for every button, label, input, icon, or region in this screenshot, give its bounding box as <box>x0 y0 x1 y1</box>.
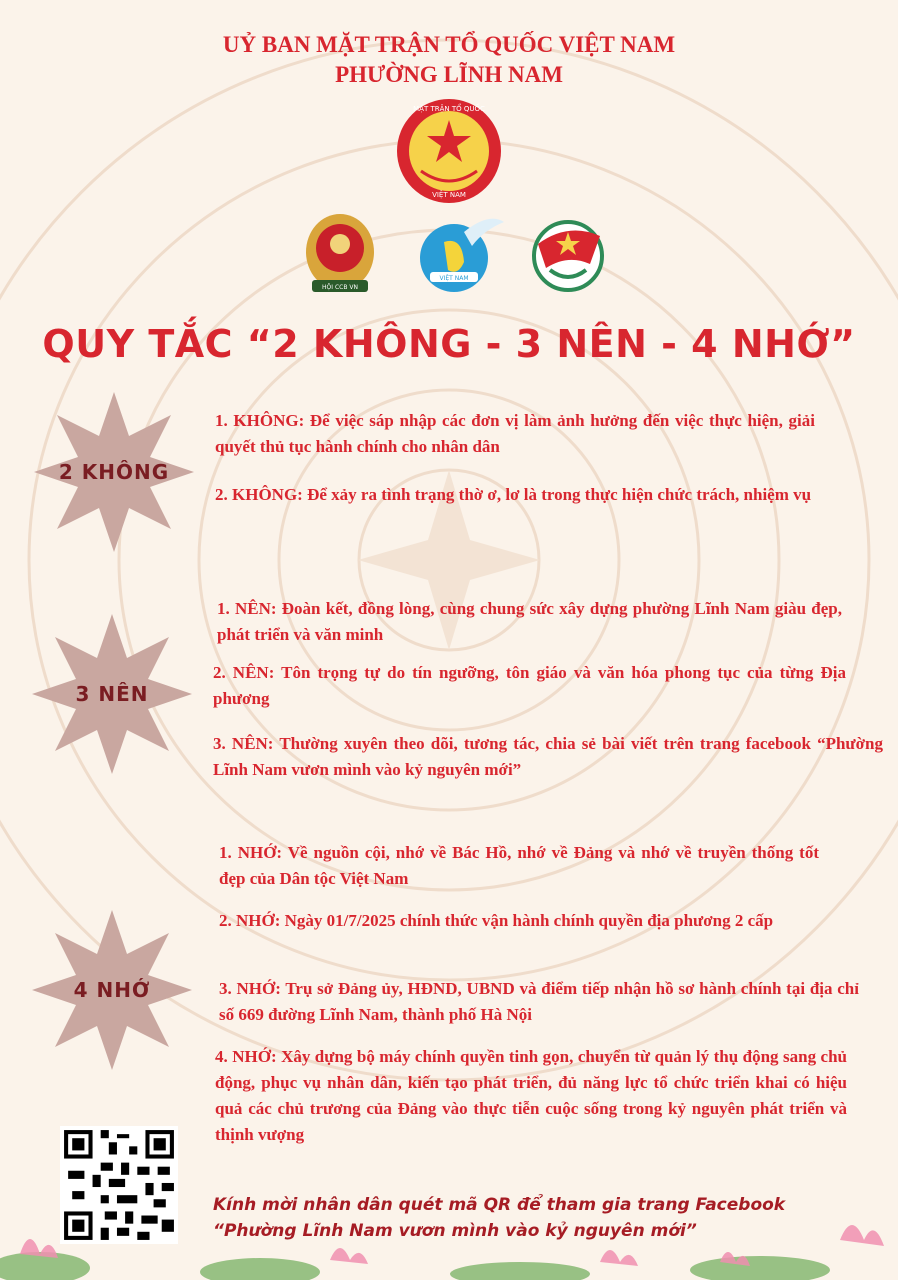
organization-header <box>0 30 898 90</box>
qr-invitation-text <box>213 1192 833 1244</box>
nho-item-3: 3. NHỚ: Trụ sở Đảng ủy, HĐND, UBND và điểm tiếp nhận hồ sơ hành chính tại địa chỉ số 669 đường Lĩnh Nam, thành phố Hà Nội <box>219 979 859 1024</box>
khong-item-1: 1. KHÔNG: Để việc sáp nhập các đơn vị làm ảnh hưởng đến việc thực hiện, giải quyết thủ tục hành chính cho nhân dân <box>215 411 815 456</box>
khong-item-2: 2. KHÔNG: Để xảy ra tình trạng thờ ơ, lơ là trong thực hiện chức trách, nhiệm vụ <box>215 485 812 504</box>
badge-label: 2 KHÔNG <box>58 460 170 484</box>
header-line-1: UỶ BAN MẶT TRẬN TỔ QUỐC VIỆT NAM <box>222 32 676 57</box>
header-line-2: PHƯỜNG LĨNH NAM <box>335 62 563 87</box>
nen-item-3: 3. NÊN: Thường xuyên theo dõi, tương tác, chia sẻ bài viết trên trang facebook “Phường Lĩnh Nam vươn mình vào kỷ nguyên mới” <box>213 734 883 779</box>
hoi-lien-hiep-phu-nu-emblem <box>414 212 506 296</box>
nho-item-2: 2. NHỚ: Ngày 01/7/2025 chính thức vận hành chính quyền địa phương 2 cấp <box>219 911 774 930</box>
nen-item-1: 1. NÊN: Đoàn kết, đồng lòng, cùng chung sức xây dựng phường Lĩnh Nam giàu đẹp, phát triển và văn minh <box>217 599 842 644</box>
mat-tran-to-quoc-emblem <box>391 96 507 206</box>
nho-item-1: 1. NHỚ: Về nguồn cội, nhớ về Bác Hồ, nhớ về Đảng và nhớ về truyền thống tốt đẹp của Dân tộc Việt Nam <box>219 843 819 888</box>
qr-code-icon[interactable] <box>60 1126 178 1244</box>
nen-item-2: 2. NÊN: Tôn trọng tự do tín ngưỡng, tôn giáo và văn hóa phong tục của từng Địa phương <box>213 663 846 708</box>
badge-label: 3 NÊN <box>75 682 149 706</box>
emblem-top-text: MẶT TRẬN TỔ QUỐC <box>413 105 485 113</box>
women-text: VIỆT NAM <box>439 275 469 282</box>
emblem-bottom-text: VIỆT NAM <box>432 191 466 199</box>
veterans-text: HỘI CCB VN <box>322 284 358 291</box>
badge-3-nen <box>32 614 192 774</box>
rules-title: QUY TẮC “2 KHÔNG - 3 NÊN - 4 NHỚ” <box>42 322 856 366</box>
invite-line-1: Kính mời nhân dân quét mã QR để tham gia trang Facebook <box>213 1195 786 1215</box>
badge-2-khong <box>34 392 194 552</box>
invite-line-2: “Phường Lĩnh Nam vươn mình vào kỷ nguyên mới” <box>213 1221 697 1241</box>
badge-4-nho <box>32 910 192 1070</box>
badge-label: 4 NHỚ <box>73 978 151 1002</box>
nho-item-4: 4. NHỚ: Xây dựng bộ máy chính quyền tinh gọn, chuyển từ quản lý thụ động sang chủ động, phục vụ nhân dân, kiến tạo phát triển, đủ năng lực tổ chức triển khai có hiệu quả các chủ trương của Đảng vào thực tiễn cuộc sống trong kỷ nguyên phát triển và thịnh vượng <box>215 1047 847 1144</box>
hoi-cuu-chien-binh-emblem <box>302 212 378 298</box>
doan-thanh-nien-emblem <box>530 214 606 294</box>
